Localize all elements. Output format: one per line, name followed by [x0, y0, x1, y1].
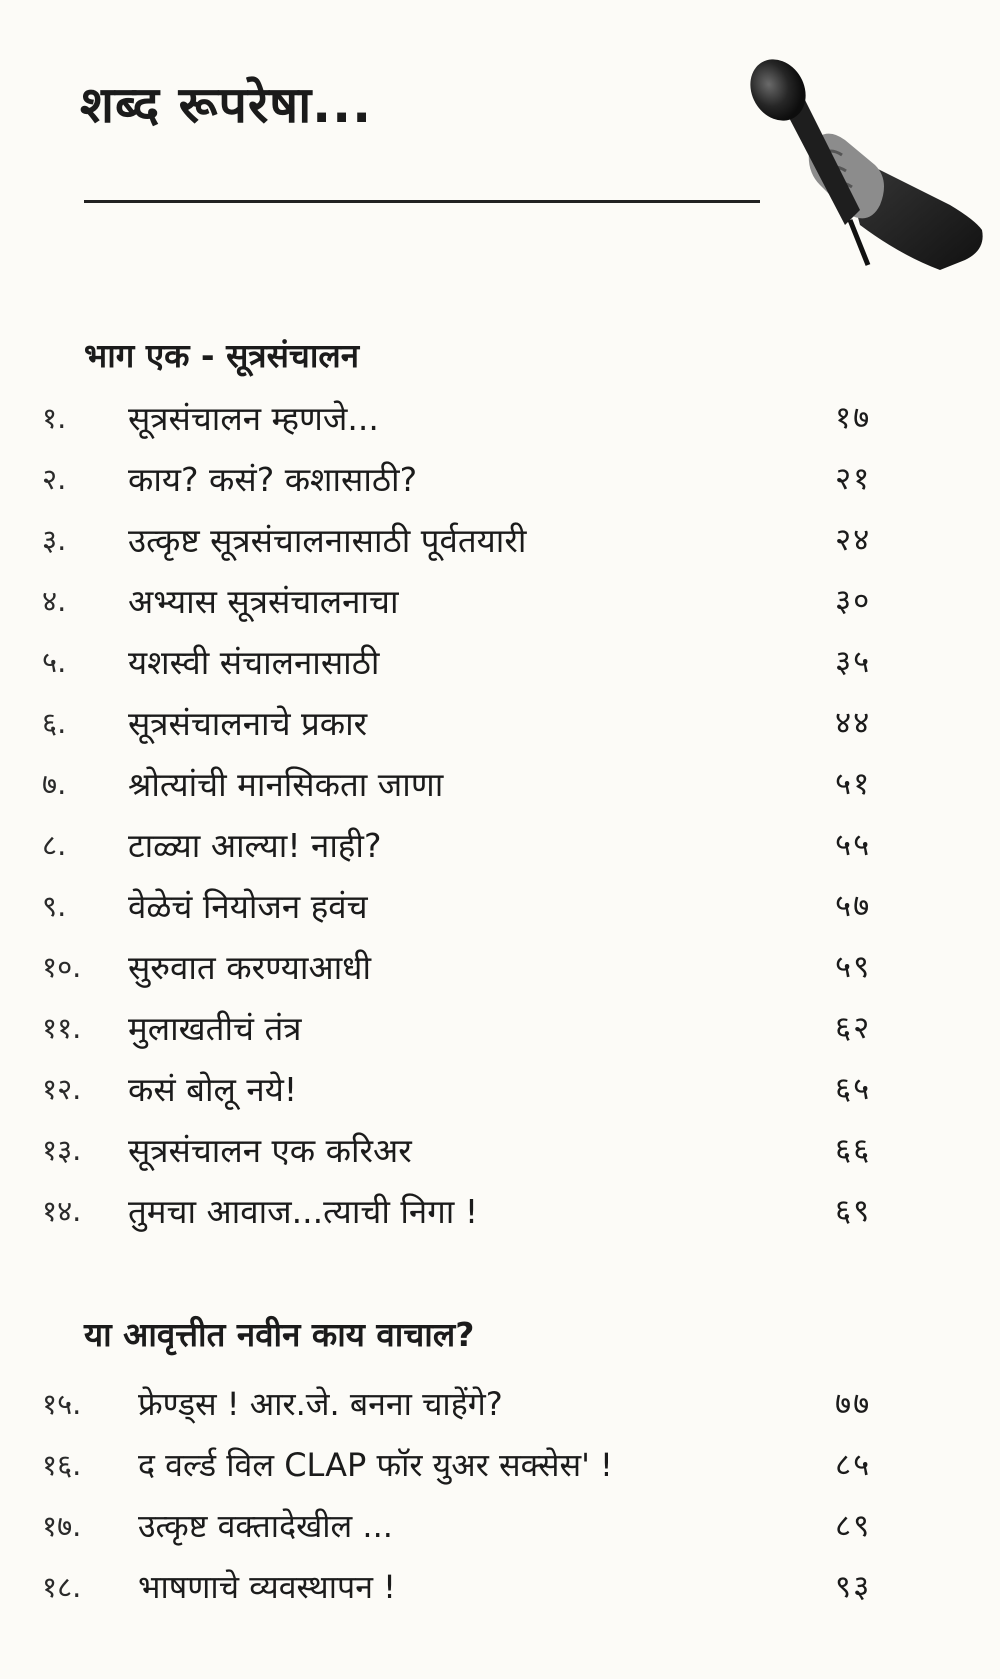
- toc-number: ३.: [42, 523, 67, 557]
- toc-row: [0, 1496, 1000, 1557]
- toc-number: १५.: [42, 1387, 82, 1421]
- toc-page-number: ३०: [835, 583, 872, 619]
- toc-number: १२.: [42, 1072, 82, 1106]
- toc-page-number: ५७: [835, 888, 872, 924]
- toc-list-new-in-edition: [0, 1374, 1000, 1618]
- toc-title: मुलाखतीचं तंत्र: [128, 1009, 302, 1048]
- toc-title: यशस्वी संचालनासाठी: [128, 643, 380, 682]
- toc-title: टाळ्या आल्या! नाही?: [128, 826, 382, 865]
- toc-row: [0, 693, 1000, 754]
- toc-title: वेळेचं नियोजन हवंच: [128, 887, 368, 926]
- toc-list-part-one: [0, 388, 1000, 1242]
- toc-number: १४.: [42, 1194, 82, 1228]
- toc-page-number: ६५: [835, 1071, 872, 1107]
- toc-page-number: १७: [835, 400, 872, 436]
- toc-page-number: ६२: [835, 1010, 872, 1046]
- toc-number: ४.: [42, 584, 67, 618]
- toc-row: [0, 510, 1000, 571]
- toc-number: ५.: [42, 645, 67, 679]
- toc-number: ७.: [42, 767, 67, 801]
- toc-page-number: ८५: [835, 1447, 872, 1483]
- toc-row: [0, 1374, 1000, 1435]
- page-title: शब्द रूपरेषा...: [80, 76, 373, 134]
- toc-title: श्रोत्यांची मानसिकता जाणा: [128, 765, 444, 804]
- toc-page-number: ९३: [835, 1569, 872, 1605]
- toc-row: [0, 571, 1000, 632]
- toc-title: उत्कृष्ट वक्तादेखील ...: [138, 1507, 393, 1545]
- toc-number: १३.: [42, 1133, 82, 1167]
- toc-row: [0, 754, 1000, 815]
- toc-title: द वर्ल्ड विल CLAP फॉर युअर सक्सेस' !: [138, 1446, 613, 1484]
- section-heading-new-in-edition: या आवृत्तीत नवीन काय वाचाल?: [84, 1315, 475, 1354]
- toc-title: काय? कसं? कशासाठी?: [128, 460, 418, 499]
- toc-title: सूत्रसंचालनाचे प्रकार: [128, 704, 368, 743]
- toc-number: ९.: [42, 889, 67, 923]
- toc-title: सूत्रसंचालन म्हणजे...: [128, 399, 379, 438]
- toc-title: सुरुवात करण्याआधी: [128, 948, 372, 987]
- toc-page-number: ३५: [835, 644, 872, 680]
- toc-number: ८.: [42, 828, 67, 862]
- toc-page-number: २४: [835, 522, 872, 558]
- toc-row: [0, 1557, 1000, 1618]
- section-heading-part-one: भाग एक - सूत्रसंचालन: [84, 336, 360, 375]
- toc-number: १.: [42, 401, 67, 435]
- toc-title: कसं बोलू नये!: [128, 1070, 298, 1109]
- microphone-hand-illustration: [750, 55, 990, 275]
- toc-title: तुमचा आवाज...त्याची निगा !: [128, 1192, 479, 1231]
- toc-row: [0, 815, 1000, 876]
- toc-page-number: ५१: [835, 766, 872, 802]
- toc-page-number: ८९: [835, 1508, 872, 1544]
- toc-row: [0, 1059, 1000, 1120]
- toc-title: उत्कृष्ट सूत्रसंचालनासाठी पूर्वतयारी: [128, 521, 527, 560]
- toc-page-number: ५५: [835, 827, 872, 863]
- toc-page-number: ६६: [835, 1132, 872, 1168]
- toc-row: [0, 388, 1000, 449]
- toc-page-number: ६९: [835, 1193, 872, 1229]
- toc-page-number: २१: [835, 461, 872, 497]
- toc-number: १८.: [42, 1570, 82, 1604]
- toc-title: अभ्यास सूत्रसंचालनाचा: [128, 582, 399, 621]
- toc-row: [0, 632, 1000, 693]
- toc-page-number: ४४: [835, 705, 872, 741]
- toc-row: [0, 937, 1000, 998]
- toc-number: ११.: [42, 1011, 82, 1045]
- toc-title: फ्रेण्ड्स ! आर.जे. बनना चाहेंगे?: [138, 1385, 503, 1423]
- toc-number: १०.: [42, 950, 82, 984]
- toc-number: ६.: [42, 706, 67, 740]
- toc-page-number: ५९: [835, 949, 872, 985]
- toc-row: [0, 876, 1000, 937]
- toc-number: १६.: [42, 1448, 82, 1482]
- toc-number: २.: [42, 462, 67, 496]
- toc-number: १७.: [42, 1509, 82, 1543]
- toc-title: सूत्रसंचालन एक करिअर: [128, 1131, 412, 1170]
- toc-row: [0, 1435, 1000, 1496]
- toc-title: भाषणाचे व्यवस्थापन !: [138, 1568, 396, 1606]
- toc-row: [0, 998, 1000, 1059]
- toc-row: [0, 1181, 1000, 1242]
- title-underline: [84, 200, 760, 203]
- toc-row: [0, 1120, 1000, 1181]
- toc-row: [0, 449, 1000, 510]
- toc-page-number: ७७: [835, 1386, 872, 1422]
